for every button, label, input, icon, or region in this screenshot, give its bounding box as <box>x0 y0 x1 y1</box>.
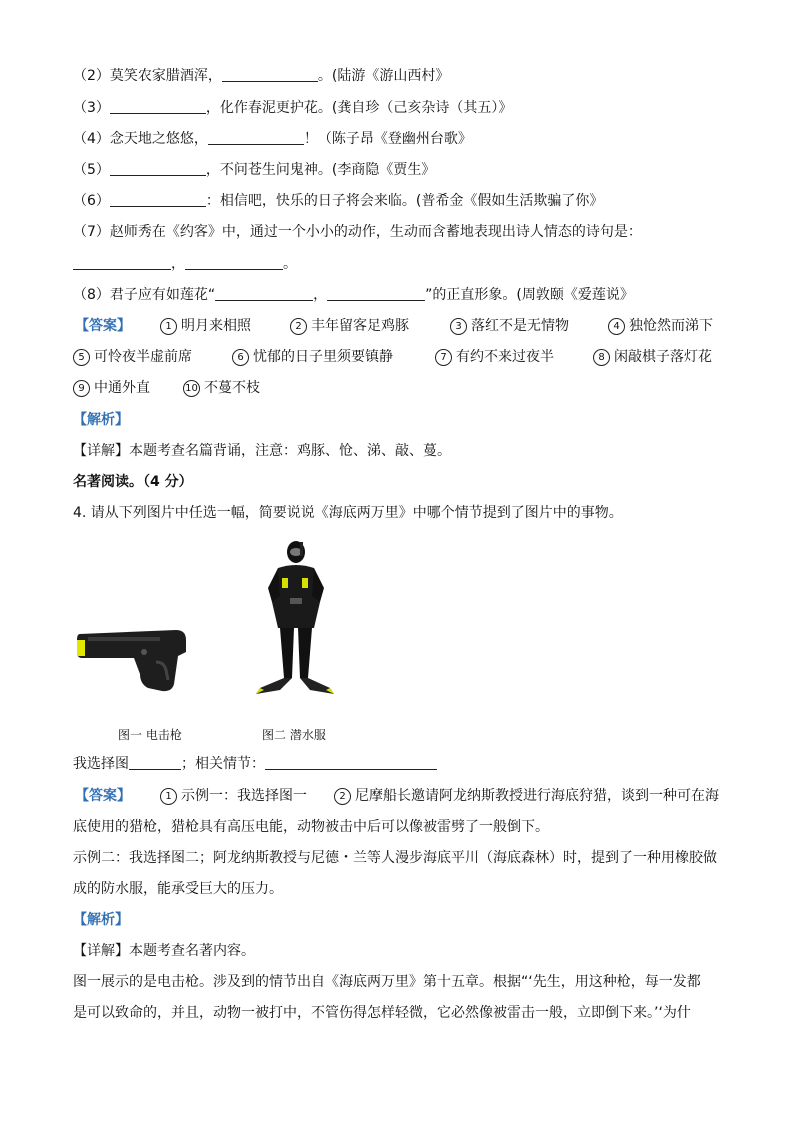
figure2-caption: 图二 潜水服 <box>262 728 326 742</box>
answer-blank <box>265 755 437 770</box>
answer-4: 4 独怆然而涕下 <box>608 316 713 336</box>
q3-item-7-blanks: ， 。 <box>73 254 297 274</box>
answer-1: 1 明月来相照 <box>160 316 251 336</box>
q3-item-8: （8）君子应有如莲花“ ， ”的正直形象。(周敦颐《爱莲说》 <box>73 287 634 303</box>
answer-label: 【答案】 <box>75 788 131 804</box>
q3-item-7: （7）赵师秀在《约客》中，通过一个小小的动作，生动而含蓄地表现出诗人情态的诗句是： <box>73 224 642 240</box>
paragraph-line: 图一展示的是电击枪。涉及到的情节出自《海底两万里》第十五章。根据“‘先生，用这种枪，每一发都 <box>73 974 701 990</box>
diving-suit-image <box>250 538 340 696</box>
answer-2: 2 丰年留客足鸡豚 <box>290 316 409 336</box>
q4-question: 4. 请从下列图片中任选一幅，简要说说《海底两万里》中哪个情节提到了图片中的事物。 <box>73 505 623 521</box>
section-title: 名著阅读。（4 分） <box>73 474 193 490</box>
answer-blank <box>327 286 425 301</box>
q3-item-2: （2）莫笑农家腊酒浑， 。(陆游《游山西村》 <box>73 68 450 84</box>
answer-blank <box>222 67 318 82</box>
answer-blank <box>129 755 181 770</box>
analysis-label: 【解析】 <box>73 912 129 928</box>
q3-item-3: （3） ，化作春泥更护花。(龚自珍（己亥杂诗（其五）》 <box>73 100 513 116</box>
answer-10: 10 不蔓不枝 <box>183 378 260 398</box>
answer-8: 8 闲敲棋子落灯花 <box>593 347 712 367</box>
answer-label: 【答案】 <box>75 318 131 334</box>
stun-gun-image <box>74 622 204 694</box>
q4-example-2-line1: 示例二：我选择图二；阿龙纳斯教授与尼德・兰等人漫步海底平川（海底森林）时，提到了一种用橡胶做 <box>73 850 717 866</box>
analysis-label: 【解析】 <box>73 412 129 428</box>
q3-item-6: （6） ：相信吧，快乐的日子将会来临。(普希金《假如生活欺骗了你》 <box>73 193 604 209</box>
q4-example-2-line2: 成的防水服，能承受巨大的压力。 <box>73 881 283 897</box>
detail-text: 【详解】本题考查名著内容。 <box>73 943 255 959</box>
answer-blank <box>110 99 206 114</box>
q3-item-4: （4）念天地之悠悠， ！（陈子昂《登幽州台歌》 <box>73 131 472 147</box>
answer-blank <box>208 130 304 145</box>
answer-blank <box>215 286 313 301</box>
answer-6: 6 忧郁的日子里须要镇静 <box>232 347 393 367</box>
q4-fill-line: 我选择图 ；相关情节： <box>73 754 437 774</box>
detail-text: 【详解】本题考查名篇背诵，注意：鸡豚、怆、涕、敲、蔓。 <box>73 443 451 459</box>
answer-blank <box>185 255 283 270</box>
answer-3: 3 落红不是无情物 <box>450 316 569 336</box>
q4-answer-1: 1 示例一：我选择图一 <box>160 786 307 806</box>
answer-9: 9 中通外直 <box>73 378 150 398</box>
q3-item-5: （5） ，不问苍生问鬼神。(李商隐《贾生》 <box>73 162 436 178</box>
figure1-caption: 图一 电击枪 <box>118 728 182 742</box>
answer-blank <box>73 255 171 270</box>
answer-blank <box>110 161 206 176</box>
answer-blank <box>110 192 206 207</box>
paragraph-line: 是可以致命的，并且，动物一被打中，不管伤得怎样轻微，它必然像被雷击一般，立即倒下来。’‘为什 <box>73 1005 691 1021</box>
answer-5: 5 可怜夜半虚前席 <box>73 347 192 367</box>
q4-answer-2-cont: 底使用的猎枪，猎枪具有高压电能，动物被击中后可以像被雷劈了一般倒下。 <box>73 819 549 835</box>
answer-7: 7 有约不来过夜半 <box>435 347 554 367</box>
q4-answer-2: 2 尼摩船长邀请阿龙纳斯教授进行海底狩猎，谈到一种可在海 <box>334 786 719 806</box>
